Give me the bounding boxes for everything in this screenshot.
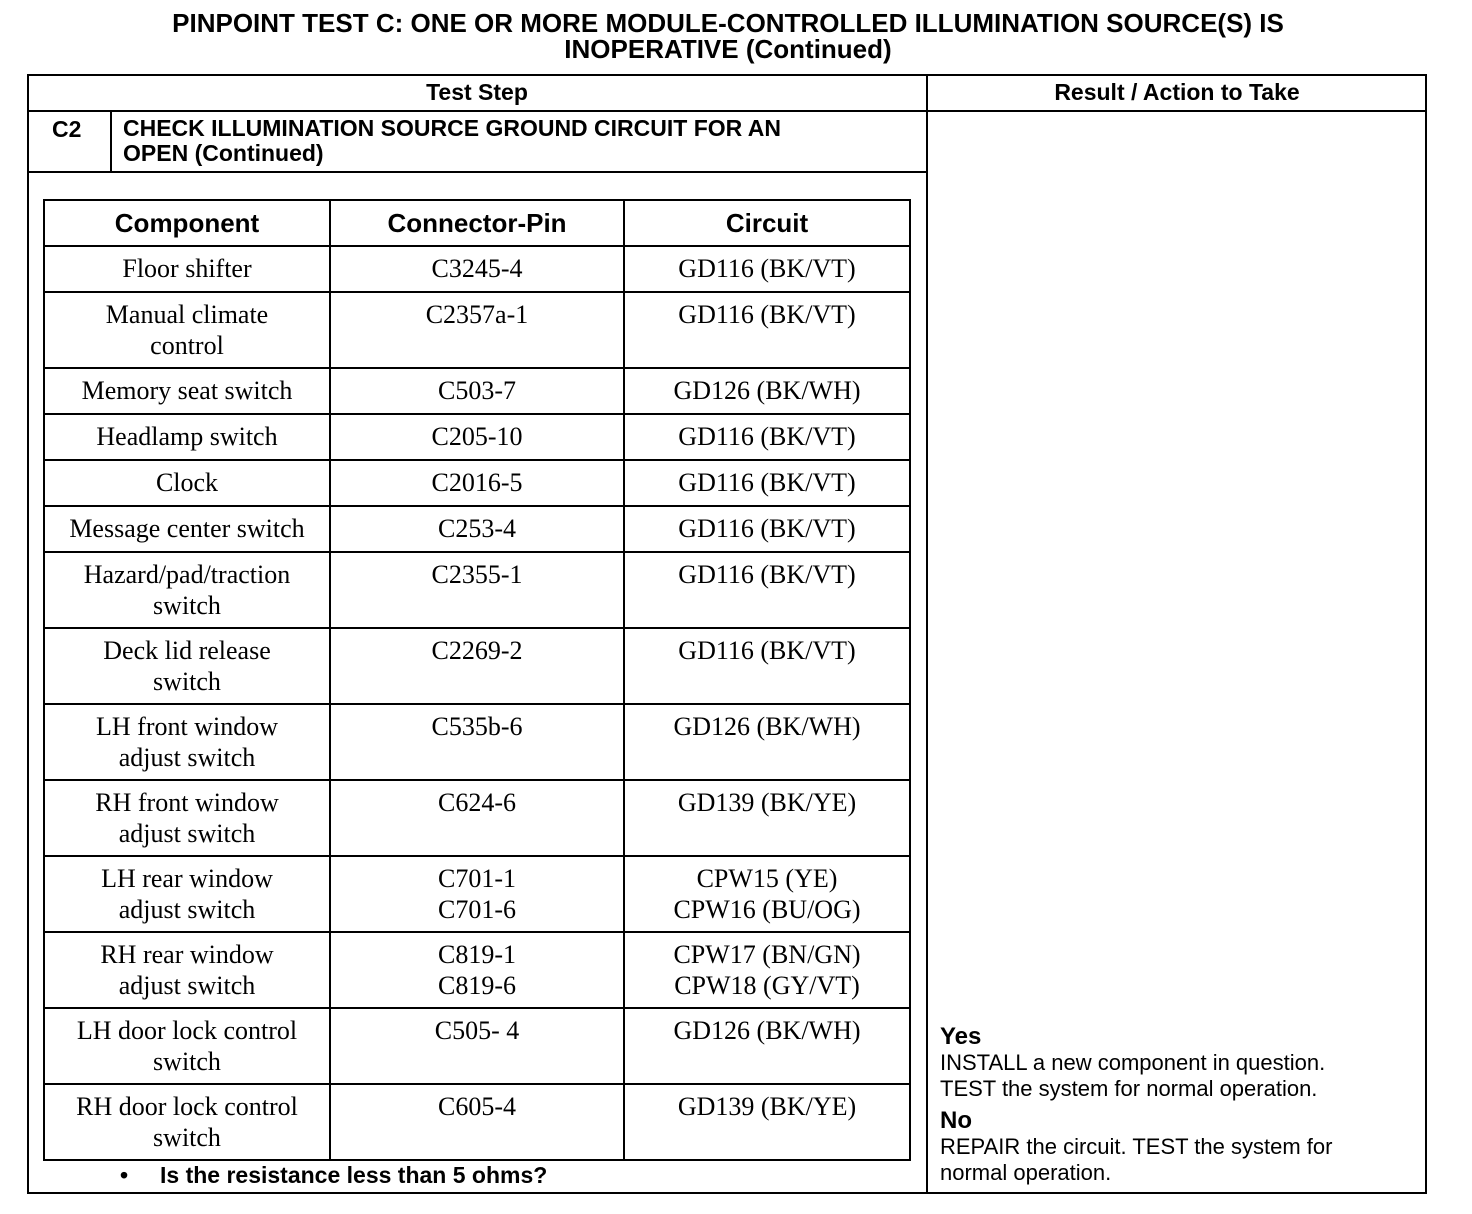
- table-row: [44, 704, 910, 780]
- circuit-cell: [624, 932, 910, 1008]
- component-cell: [44, 1084, 330, 1160]
- circuit-cell-line: GD126 (BK/WH): [673, 376, 861, 405]
- step-header-divider: [27, 171, 927, 173]
- connector-pin-cell-line: C535b-6: [431, 712, 523, 741]
- connector-pin-cell: [330, 552, 624, 628]
- step-title: [123, 116, 903, 166]
- circuit-cell-line: CPW16 (BU/OG): [673, 895, 861, 924]
- connector-pin-cell-line: C701-6: [438, 895, 516, 924]
- circuit-cell: [624, 292, 910, 368]
- circuit-cell: [624, 506, 910, 552]
- connector-pin-cell-line: C2357a-1: [425, 300, 529, 329]
- result-action-header: Result / Action to Take: [1054, 79, 1300, 105]
- circuit-cell-line: GD116 (BK/VT): [678, 422, 856, 451]
- table-row: [44, 780, 910, 856]
- column-divider: [926, 74, 928, 1194]
- yes-action-line-2: TEST the system for normal operation.: [940, 1076, 1318, 1101]
- component-cell: [44, 292, 330, 368]
- connector-pin-cell-line: C3245-4: [431, 254, 523, 283]
- circuit-cell: [624, 460, 910, 506]
- table-row: [44, 932, 910, 1008]
- connector-pin-cell-line: C819-6: [438, 971, 516, 1000]
- circuit-cell-line: CPW17 (BN/GN): [673, 940, 861, 969]
- connector-pin-cell-line: C624-6: [438, 788, 516, 817]
- circuit-cell-line: GD116 (BK/VT): [678, 300, 856, 329]
- circuit-cell-line: GD116 (BK/VT): [678, 254, 856, 283]
- table-row: [44, 856, 910, 932]
- circuit-cell: [624, 414, 910, 460]
- table-row: [44, 552, 910, 628]
- component-cell-line: Message center switch: [69, 514, 305, 543]
- no-action-line-1: REPAIR the circuit. TEST the system for: [940, 1134, 1333, 1159]
- circuit-cell-line: GD139 (BK/YE): [677, 788, 857, 817]
- component-cell-line: LH door lock control: [76, 1016, 298, 1045]
- column-header-connector-pin: Connector-Pin: [330, 200, 624, 246]
- component-cell-line: Floor shifter: [122, 254, 252, 283]
- circuit-cell-line: GD116 (BK/VT): [678, 636, 856, 665]
- page-title-line-1: PINPOINT TEST C: ONE OR MORE MODULE-CONTROLLED ILLUMINATION SOURCE(S) IS: [172, 8, 1284, 38]
- no-action-line-2: normal operation.: [940, 1160, 1112, 1185]
- step-title-line-1: CHECK ILLUMINATION SOURCE GROUND CIRCUIT FOR AN: [123, 115, 782, 141]
- table-row: [44, 628, 910, 704]
- component-cell-line: RH door lock control: [76, 1092, 298, 1121]
- circuit-cell-line: GD126 (BK/WH): [673, 712, 861, 741]
- component-cell-line: control: [150, 331, 224, 360]
- component-cell-line: Hazard/pad/traction: [83, 560, 291, 589]
- connector-pin-cell: [330, 246, 624, 292]
- circuit-cell: [624, 1008, 910, 1084]
- table-header-row: [44, 200, 910, 246]
- component-cell-line: Manual climate: [105, 300, 269, 329]
- connector-pin-cell: [330, 414, 624, 460]
- circuit-cell: [624, 552, 910, 628]
- circuit-cell: [624, 780, 910, 856]
- connector-pin-cell-line: C503-7: [438, 376, 516, 405]
- step-title-line-2: OPEN (Continued): [123, 140, 324, 166]
- no-label: No: [940, 1107, 972, 1134]
- component-cell-line: Deck lid release: [103, 636, 271, 665]
- table-row: [44, 460, 910, 506]
- circuit-cell-line: GD116 (BK/VT): [678, 468, 856, 497]
- table-row: [44, 1084, 910, 1160]
- connector-pin-cell: [330, 506, 624, 552]
- component-cell: [44, 414, 330, 460]
- component-cell-line: switch: [153, 667, 221, 696]
- column-header-circuit: Circuit: [624, 200, 910, 246]
- component-cell-line: RH front window: [95, 788, 279, 817]
- component-cell: [44, 932, 330, 1008]
- connector-pin-cell: [330, 292, 624, 368]
- step-id: C2: [52, 116, 82, 142]
- table-row: [44, 246, 910, 292]
- circuit-cell: [624, 856, 910, 932]
- table-row: [44, 506, 910, 552]
- test-step-header: Test Step: [426, 79, 528, 105]
- connector-pin-cell: [330, 780, 624, 856]
- circuit-cell-line: GD139 (BK/YE): [677, 1092, 857, 1121]
- component-cell-line: Memory seat switch: [81, 376, 293, 405]
- connector-pin-cell: [330, 932, 624, 1008]
- circuit-cell: [624, 368, 910, 414]
- component-cell-line: switch: [153, 1047, 221, 1076]
- circuit-cell: [624, 246, 910, 292]
- component-cell-line: adjust switch: [118, 819, 256, 848]
- circuit-cell: [624, 628, 910, 704]
- circuit-cell-line: GD116 (BK/VT): [678, 560, 856, 589]
- circuit-cell-line: CPW18 (GY/VT): [674, 971, 860, 1000]
- component-cell-line: LH rear window: [101, 864, 273, 893]
- result-block: [940, 1024, 1420, 1186]
- header-divider: [27, 110, 1427, 112]
- connector-pin-cell-line: C2016-5: [431, 468, 523, 497]
- connector-pin-cell: [330, 856, 624, 932]
- component-cell: [44, 1008, 330, 1084]
- connector-pin-cell-line: C701-1: [438, 864, 516, 893]
- component-cell-line: adjust switch: [118, 895, 256, 924]
- component-cell-line: Clock: [155, 468, 219, 497]
- table-row: [44, 368, 910, 414]
- component-cell-line: adjust switch: [118, 743, 256, 772]
- connector-pin-cell: [330, 1084, 624, 1160]
- yes-action-line-1: INSTALL a new component in question.: [940, 1050, 1326, 1075]
- page-title: [0, 10, 1456, 62]
- column-header-component: Component: [44, 200, 330, 246]
- bullet: •: [120, 1162, 129, 1188]
- step-id-divider: [110, 111, 112, 172]
- table-row: [44, 292, 910, 368]
- circuit-cell-line: CPW15 (YE): [696, 864, 838, 893]
- connector-pin-cell-line: C505- 4: [434, 1016, 520, 1045]
- circuit-cell-line: GD126 (BK/WH): [673, 1016, 861, 1045]
- component-cell: [44, 780, 330, 856]
- table-row: [44, 414, 910, 460]
- component-cell-line: adjust switch: [118, 971, 256, 1000]
- question: [120, 1162, 900, 1189]
- connector-pin-cell-line: C605-4: [438, 1092, 516, 1121]
- component-cell-line: switch: [153, 591, 221, 620]
- connector-pin-cell-line: C205-10: [431, 422, 523, 451]
- circuit-cell: [624, 704, 910, 780]
- connector-pin-cell: [330, 1008, 624, 1084]
- question-text: Is the resistance less than 5 ohms?: [160, 1162, 548, 1188]
- connector-pin-cell: [330, 704, 624, 780]
- component-cell-line: RH rear window: [100, 940, 274, 969]
- component-cell-line: LH front window: [96, 712, 278, 741]
- connector-pin-cell-line: C819-1: [438, 940, 516, 969]
- circuit-cell-line: GD116 (BK/VT): [678, 514, 856, 543]
- component-cell: [44, 856, 330, 932]
- component-cell: [44, 704, 330, 780]
- connector-pin-cell-line: C2355-1: [431, 560, 523, 589]
- component-cell: [44, 506, 330, 552]
- component-cell: [44, 246, 330, 292]
- connector-pin-cell-line: C2269-2: [431, 636, 523, 665]
- connector-pin-cell: [330, 460, 624, 506]
- component-table: [43, 199, 911, 1161]
- component-cell-line: Headlamp switch: [96, 422, 278, 451]
- component-cell: [44, 368, 330, 414]
- component-cell: [44, 628, 330, 704]
- yes-label: Yes: [940, 1023, 982, 1050]
- table-row: [44, 1008, 910, 1084]
- component-cell: [44, 552, 330, 628]
- component-cell-line: switch: [153, 1123, 221, 1152]
- connector-pin-cell: [330, 628, 624, 704]
- circuit-cell: [624, 1084, 910, 1160]
- connector-pin-cell: [330, 368, 624, 414]
- page-title-line-2: INOPERATIVE (Continued): [564, 34, 892, 64]
- connector-pin-cell-line: C253-4: [438, 514, 516, 543]
- component-cell: [44, 460, 330, 506]
